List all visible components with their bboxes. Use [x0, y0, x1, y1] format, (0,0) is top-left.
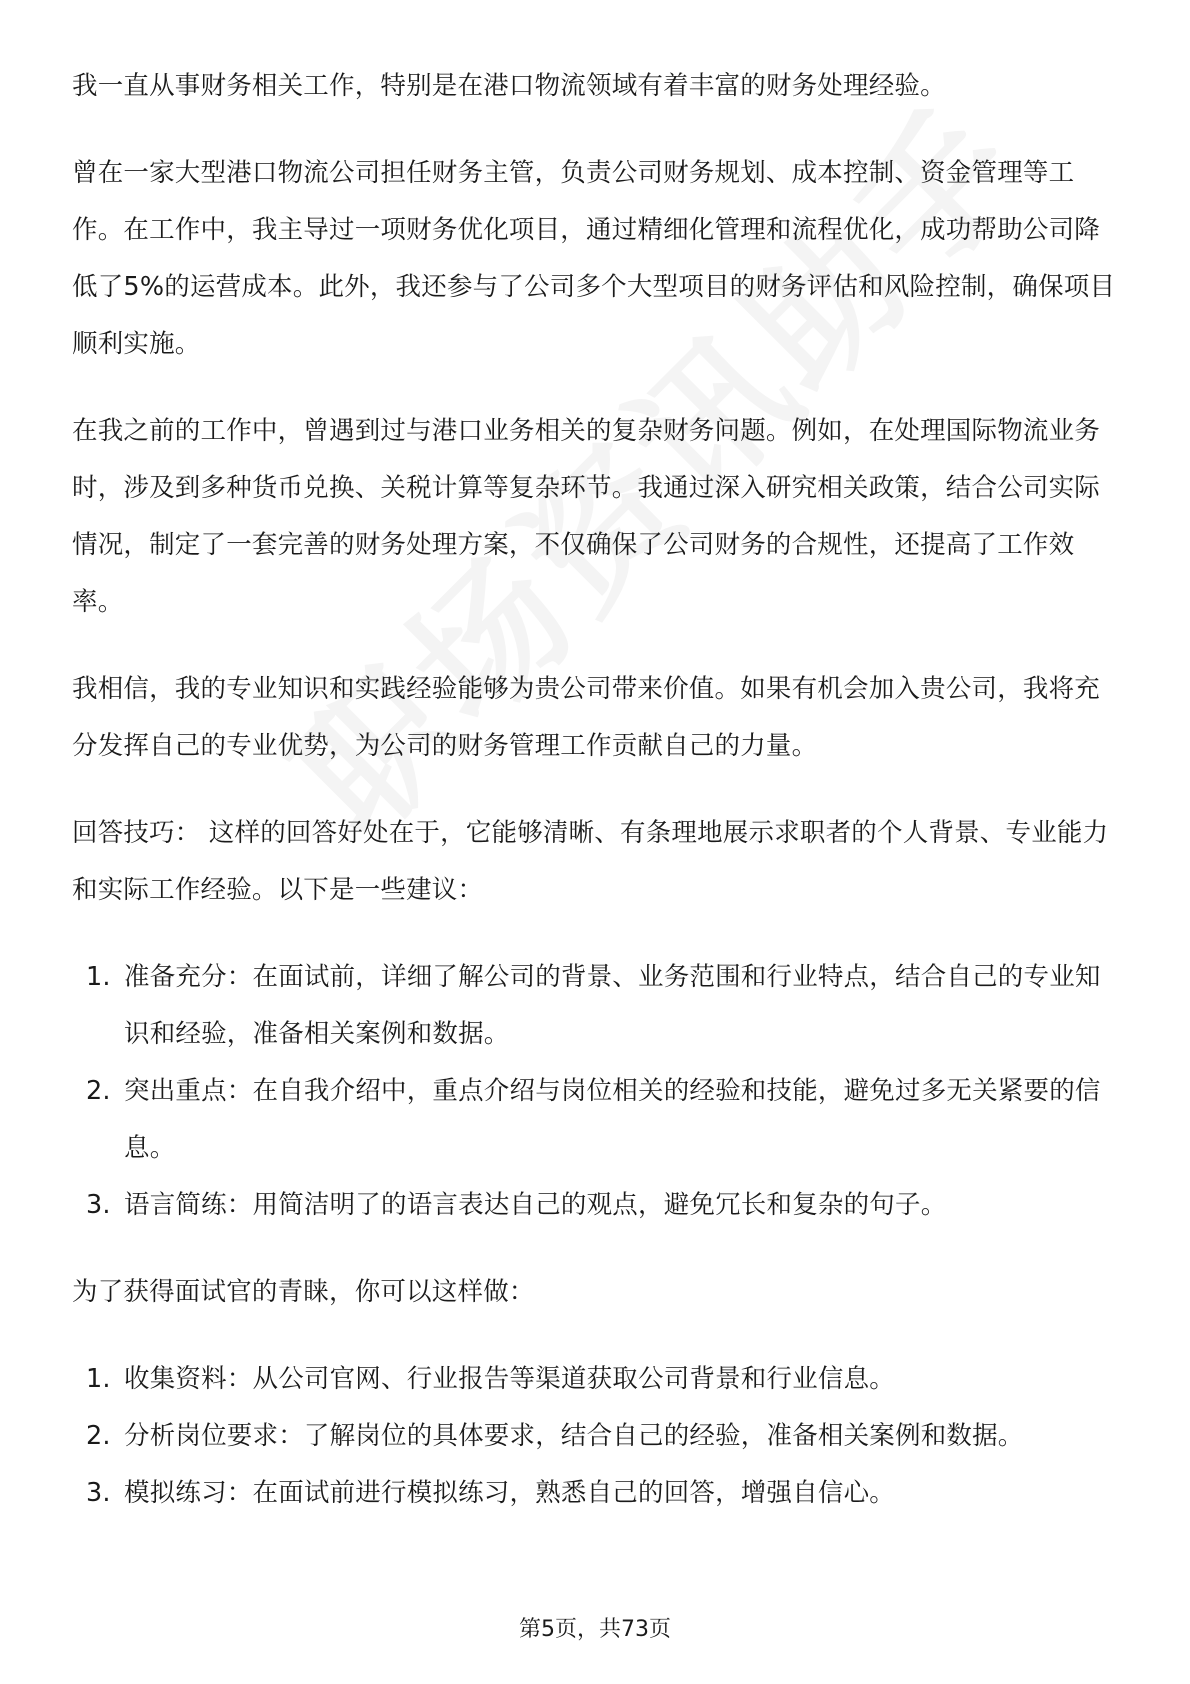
- tips-list: [72, 949, 1118, 1234]
- list-item: [72, 1063, 1118, 1177]
- list-item-text: 分析岗位要求：了解岗位的具体要求，结合自己的经验，准备相关案例和数据。: [124, 1421, 1024, 1451]
- list-item-text: 收集资料：从公司官网、行业报告等渠道获取公司背景和行业信息。: [124, 1364, 896, 1394]
- paragraph-value: 我相信，我的专业知识和实践经验能够为贵公司带来价值。如果有机会加入贵公司，我将充分发挥自己的专业优势，为公司的财务管理工作贡献自己的力量。: [72, 674, 1101, 761]
- paragraph-experience: 曾在一家大型港口物流公司担任财务主管，负责公司财务规划、成本控制、资金管理等工作。在工作中，我主导过一项财务优化项目，通过精细化管理和流程优化，成功帮助公司降低了5%的运营成本。此外，我还参与了公司多个大型项目的财务评估和风险控制，确保项目顺利实施。: [72, 158, 1116, 359]
- list-number: 1.: [86, 962, 111, 992]
- list-number: 3.: [86, 1478, 111, 1508]
- paragraph-how-to: 为了获得面试官的青睐，你可以这样做：: [72, 1277, 535, 1307]
- list-number: 2.: [86, 1421, 111, 1451]
- list-number: 3.: [86, 1190, 111, 1220]
- list-number: 2.: [86, 1076, 111, 1106]
- list-item: [72, 949, 1118, 1063]
- paragraph-tips: 回答技巧： 这样的回答好处在于，它能够清晰、有条理地展示求职者的个人背景、专业能力和实际工作经验。以下是一些建议：: [72, 818, 1109, 905]
- paragraph-intro: 我一直从事财务相关工作，特别是在港口物流领域有着丰富的财务处理经验。: [72, 71, 946, 101]
- list-item-text: 语言简练：用简洁明了的语言表达自己的观点，避免冗长和复杂的句子。: [124, 1190, 947, 1220]
- list-item: [72, 1351, 1118, 1408]
- paragraph-challenges: 在我之前的工作中，曾遇到过与港口业务相关的复杂财务问题。例如，在处理国际物流业务时，涉及到多种货币兑换、关税计算等复杂环节。我通过深入研究相关政策，结合公司实际情况，制定了一套完善的财务处理方案，不仅确保了公司财务的合规性，还提高了工作效率。: [72, 416, 1101, 617]
- page-number-footer: 第5页，共73页: [519, 1617, 671, 1642]
- list-number: 1.: [86, 1364, 111, 1394]
- list-item: [72, 1177, 1118, 1234]
- list-item: [72, 1465, 1118, 1522]
- list-item-text: 突出重点：在自我介绍中，重点介绍与岗位相关的经验和技能，避免过多无关紧要的信息。: [124, 1076, 1101, 1163]
- actions-list: [72, 1351, 1118, 1522]
- list-item-text: 模拟练习：在面试前进行模拟练习，熟悉自己的回答，增强自信心。: [124, 1478, 896, 1508]
- list-item: [72, 1408, 1118, 1465]
- list-item-text: 准备充分：在面试前，详细了解公司的背景、业务范围和行业特点，结合自己的专业知识和经验，准备相关案例和数据。: [124, 962, 1101, 1049]
- page-content: [72, 58, 1118, 1552]
